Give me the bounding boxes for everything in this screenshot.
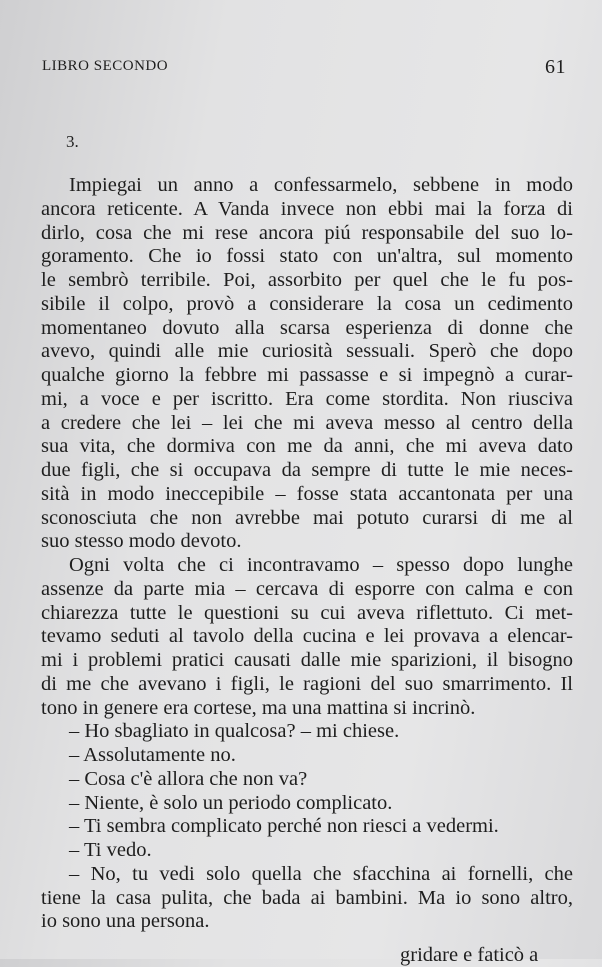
text-line: sibile il colpo, provò a considerare la cosa un cedimento [41, 292, 573, 315]
text-line: Impiegai un anno a confessarmelo, sebbene in modo [69, 174, 573, 196]
text-line: due figli, che si occupava da sempre di tutte le mie neces- [41, 459, 573, 481]
text-line: tiene la casa pulita, che bada ai bambini. Ma io sono altro, [41, 886, 573, 909]
text-line: goramento. Che io fossi stato con un'altra, sul momento [41, 245, 573, 268]
section-number: 3. [66, 132, 79, 151]
text-line: – Niente, è solo un periodo complicato. [69, 791, 393, 814]
text-line: assenze da parte mia – cercava di esporre con calma e con [41, 577, 573, 600]
text-line: sità in modo ineccepibile – fosse stata accantonata per una [41, 482, 573, 505]
text-line: Ogni volta che ci incontravamo – spesso dopo lunghe [69, 554, 573, 576]
text-line: sua vita, che dormiva con me da anni, che mi aveva dato [41, 435, 573, 458]
text-line: avevo, quindi alle mie curiosità sessuali. Sperò che dopo [41, 340, 573, 363]
text-line: ancora reticente. A Vanda invece non ebbi mai la forza di [41, 197, 573, 220]
text-line: – Ti sembra complicato perché non riesci a vedermi. [69, 815, 499, 838]
text-line: io sono una persona. [41, 910, 210, 933]
text-line: momentaneo dovuto alla scarsa esperienza di donne che [41, 316, 573, 339]
text-line: – Assolutamente no. [69, 744, 236, 766]
page-number: 61 [545, 56, 566, 78]
running-title: LIBRO SECONDO [42, 58, 169, 74]
text-line: suo stesso modo devoto. [41, 530, 242, 553]
text-line: tevamo seduti al tavolo della cucina e lei provava a elencar- [41, 625, 573, 648]
cut-off-line: gridare e faticò a [400, 944, 539, 966]
text-line: mi i problemi pratici causati dalle mie sparizioni, il bisogno [41, 649, 573, 671]
text-line: di me che avevano i figli, le ragioni del suo smarrimento. Il [41, 672, 573, 695]
text-line: – Ti vedo. [69, 839, 152, 861]
text-line: – No, tu vedi solo quella che sfacchina ai fornelli, che [69, 862, 573, 885]
text-line: sconosciuta che non avrebbe mai potuto curarsi di me al [41, 506, 573, 529]
text-line: le sembrò terribile. Poi, assorbito per quel che le fu pos- [41, 269, 573, 291]
text-line: dirlo, cosa che mi rese ancora piú responsabile del suo lo- [41, 221, 573, 244]
body-text [41, 174, 573, 934]
text-line: tono in genere era cortese, ma una mattina si incrinò. [41, 696, 476, 719]
text-line: mi, a voce e per iscritto. Era come stordita. Non riusciva [41, 387, 573, 410]
text-line: – Cosa c'è allora che non va? [69, 767, 308, 790]
text-line: qualche giorno la febbre mi passasse e si impegnò a curar- [41, 364, 573, 386]
text-line: chiarezza tutte le questioni su cui aveva riflettuto. Ci met- [41, 601, 573, 624]
text-line: a credere che lei – lei che mi aveva messo al centro della [41, 411, 573, 434]
text-line: – Ho sbagliato in qualcosa? – mi chiese. [69, 720, 400, 743]
